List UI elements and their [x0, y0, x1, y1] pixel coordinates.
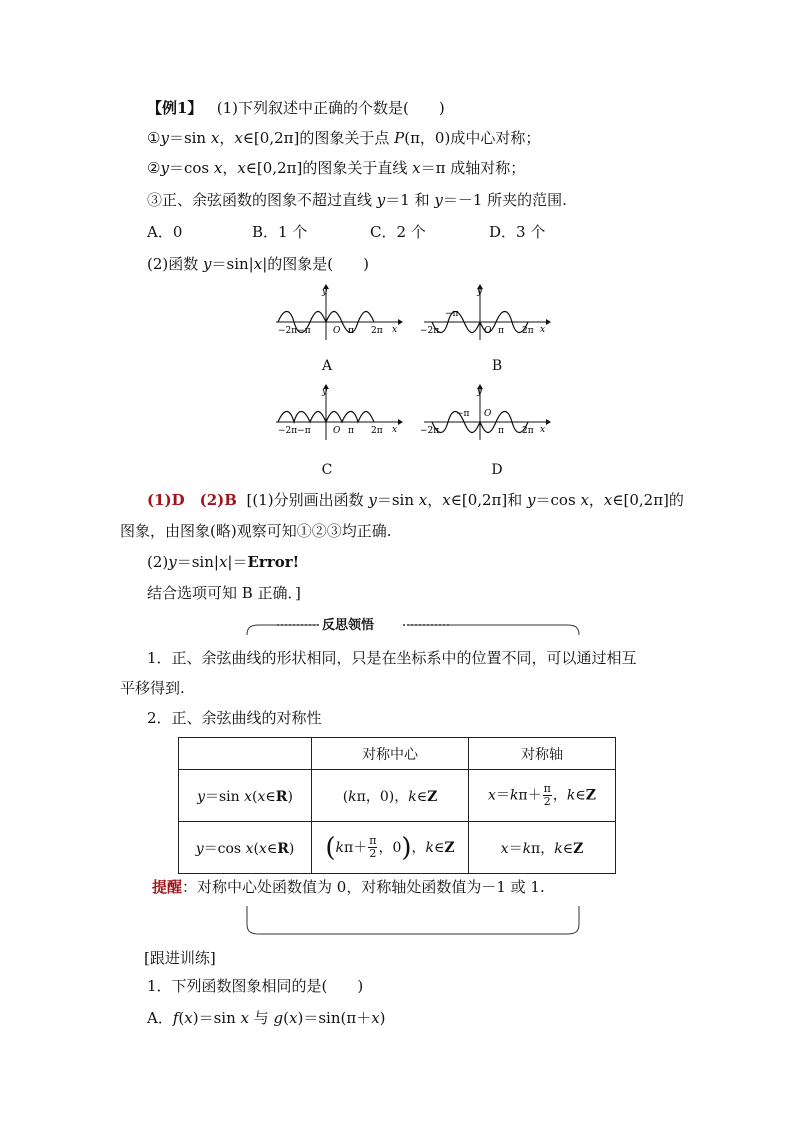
origin-label: O: [333, 326, 341, 336]
reflection-footer-frame: [243, 902, 583, 938]
tip-label: 提醒: [152, 878, 183, 896]
tick-label-negpi: −π: [445, 309, 459, 319]
reflection-point-2: 2．正、余弦曲线的对称性: [147, 709, 322, 727]
y-axis-label: y: [477, 387, 483, 397]
table-cell-center: (kπ，0)，k∈Z: [312, 770, 469, 822]
reflection-point-1b: 平移得到.: [120, 679, 185, 697]
origin-label: O: [484, 409, 492, 419]
answer-key: (1)D (2)B: [147, 491, 237, 509]
table-cell-center: (kπ＋ $\frac{\pi}{2}$ ，0)，k∈Z: [312, 822, 469, 874]
tick-label-pi: π: [348, 426, 354, 436]
error-text: Error!: [247, 553, 300, 571]
answer-line-1: (1)D (2)B [(1)分别画出函数 y＝sin x，x∈[0,2π]和 y＝cos x，x∈[0,2π]的: [147, 491, 684, 509]
symmetry-table: [178, 737, 616, 874]
option-c: C．2 个: [370, 223, 426, 241]
practice-option-a: A．f(x)＝sin x 与 g(x)＝sin(π＋x): [147, 1009, 386, 1027]
practice-question-1: 1．下列函数图象相同的是( ): [147, 977, 364, 995]
tick-label-neg2pi: −2π: [420, 326, 440, 336]
graph-d-label: D: [491, 462, 503, 478]
option-a: A．0: [147, 223, 183, 241]
x-axis-label: x: [540, 325, 546, 335]
tick-label-pi: π: [348, 326, 354, 336]
tick-label-2pi: 2π: [522, 426, 534, 436]
tick-label-pi: π: [498, 426, 504, 436]
tick-label-negpi: −π: [456, 409, 470, 419]
tick-label-neg: −2π−π: [278, 426, 311, 436]
table-row: [179, 822, 616, 874]
tick-label-2pi: 2π: [371, 326, 383, 336]
graph-b: [418, 282, 552, 344]
table-header-axis: 对称轴: [469, 738, 616, 770]
table-cell-function: y＝sin x(x∈R): [179, 770, 312, 822]
graph-a: [270, 282, 404, 344]
tick-label-neg2pi: −2π: [420, 426, 440, 436]
example-question-1: 【例1】 (1)下列叙述中正确的个数是( ): [147, 99, 445, 117]
tick-label-2pi: 2π: [522, 326, 534, 336]
statement-1: ①y＝sin x，x∈[0,2π]的图象关于点 P(π，0)成中心对称；: [147, 129, 541, 147]
graph-c-label: C: [321, 462, 333, 478]
option-b: B．1 个: [252, 223, 308, 241]
example-question-2: (2)函数 y＝sin|x|的图象是( ): [147, 255, 369, 273]
tick-label-2pi: 2π: [371, 426, 383, 436]
x-axis-label: x: [540, 425, 546, 435]
statement-3: ③正、余弦函数的图象不超过直线 y＝1 和 y＝－1 所夹的范围.: [147, 191, 567, 209]
graph-c: [270, 382, 404, 444]
tick-label-pi: π: [498, 326, 504, 336]
graph-d: [418, 382, 552, 444]
fraction-pi-over-2: $\frac{\pi}{2}$: [369, 834, 377, 860]
fraction-pi-over-2: $\frac{\pi}{2}$: [543, 782, 551, 808]
option-d: D．3 个: [489, 223, 546, 241]
table-row: [179, 770, 616, 822]
reflection-header-frame: [243, 615, 583, 639]
y-axis-label: y: [322, 287, 328, 297]
table-header-empty: [179, 738, 312, 770]
y-axis-label: y: [477, 287, 483, 297]
answer-line-4: 结合选项可知 B 正确．]: [147, 584, 301, 602]
table-cell-axis: x＝kπ，k∈Z: [469, 822, 616, 874]
statement-2: ②y＝cos x，x∈[0,2π]的图象关于直线 x＝π 成轴对称；: [147, 159, 526, 177]
x-axis-label: x: [392, 425, 398, 435]
y-axis-label: y: [322, 387, 328, 397]
x-axis-label: x: [392, 325, 398, 335]
table-header-center: 对称中心: [312, 738, 469, 770]
table-header-row: [179, 738, 616, 770]
graph-a-label: A: [321, 358, 333, 374]
origin-label: O: [484, 326, 492, 336]
table-cell-axis: x＝kπ＋ $\frac{\pi}{2}$ ，k∈Z: [469, 770, 616, 822]
tip-line: 提醒：对称中心处函数值为 0，对称轴处函数值为－1 或 1.: [152, 878, 545, 896]
reflection-title: 反思领悟: [322, 618, 375, 633]
reflection-point-1a: 1．正、余弦曲线的形状相同，只是在坐标系中的位置不同，可以通过相互: [147, 649, 637, 667]
origin-label: O: [333, 426, 341, 436]
example-tag: 【例1】: [147, 99, 203, 117]
practice-header: [跟进训练]: [144, 949, 216, 967]
graph-b-label: B: [491, 358, 503, 374]
answer-line-3: (2)y＝sin|x|＝Error!: [147, 553, 300, 571]
table-cell-function: y＝cos x(x∈R): [179, 822, 312, 874]
tick-label-neg: −2π−π: [278, 326, 311, 336]
answer-line-2: 图象，由图象(略)观察可知①②③均正确.: [120, 522, 392, 540]
